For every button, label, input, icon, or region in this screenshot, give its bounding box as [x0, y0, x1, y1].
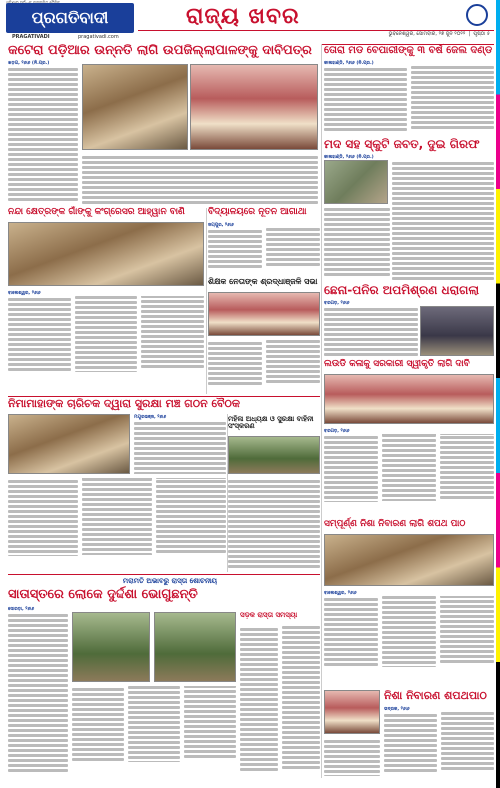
story-7-body	[324, 306, 418, 356]
print-registration-strip	[496, 0, 500, 788]
story-9-body	[324, 434, 494, 516]
story-5-dateline: ଜୟପୁର, ୨୬ା୬	[208, 223, 234, 228]
story-10-headline[interactable]: ମହିଳା ଅଧ୍ୟକ୍ଷ ଓ ସୁରକ୍ଷା ବାହିନୀ ସଂସ୍କରଣ	[228, 415, 314, 431]
story-8-headline[interactable]: ନିମାମାହାଙ୍କ ଚାରିଚକ ଦ୍ୱାରା ସୁରକ୍ଷା ମଞ୍ଚ ଗଠନ ବୈଠକ	[8, 397, 240, 410]
story-12-photo-2	[154, 612, 236, 682]
story-3-dateline: କାଳାହାଣ୍ଡି, ୨୬ା୬ (ନି.ପ୍ର.)	[324, 155, 374, 160]
column-divider	[206, 208, 207, 394]
story-13-dateline: ଭଦ୍ରକ, ୨୬ା୬	[384, 707, 410, 712]
story-4-dateline: ବାଲେଶ୍ୱର, ୨୬ା୬	[8, 291, 41, 296]
story-4-headline[interactable]: ନନ୍ଦା କ୍ଷେତ୍ରଙ୍କ ଗାଁଙ୍କୁ କଂଗ୍ରେସର ଆହ୍ୱାନ ବାଣି	[8, 207, 185, 217]
story-11-body	[324, 596, 494, 686]
logo-url[interactable]: pragativadi.com	[78, 34, 119, 40]
story-8-body-2	[8, 478, 226, 570]
story-9-headline[interactable]: ଲଉଡି କଳାକୁ ସରକାରୀ ସ୍ୱୀକୃତି ଲାଗି ଦାବି	[324, 359, 470, 369]
story-5-body	[208, 228, 320, 272]
story-7-dateline: ବରଗଡ଼, ୨୬ା୬	[324, 301, 350, 306]
story-2-headline[interactable]: ତୋରା ମଡ ବେପାରୀଙ୍କୁ ୩ ବର୍ଷ ଜେଲ ଦଣ୍ଡ	[324, 45, 493, 56]
story-8-photo	[8, 414, 130, 474]
newspaper-logo[interactable]: ପ୍ରଗତିବାଦୀ	[6, 3, 134, 33]
date-bar: ଭୁବନେଶ୍ୱର, ସୋମବାର, ୨୭ ଜୁନ ୨୦୨୨ | ପୃଷ୍ଠା ୫	[138, 30, 494, 38]
story-7-headline[interactable]: ଛେନା-ପନିର ଅପମିଶ୍ରଣ ଧରାଗଲା	[324, 283, 479, 297]
story-2-body	[324, 66, 494, 132]
story-12-body	[8, 612, 68, 776]
story-12-body-2	[72, 686, 236, 776]
story-11-dateline: ବାଲେଶ୍ୱର, ୨୬ା୬	[324, 591, 357, 596]
story-14-body	[240, 626, 320, 776]
story-3-photo	[324, 160, 388, 204]
story-1-photo-2	[190, 64, 318, 150]
story-5-headline[interactable]: ବିଦ୍ୟାଳୟରେ ନୂତନ ଆଗାଥା	[208, 207, 307, 217]
story-3-body	[392, 160, 494, 280]
emblem-icon	[466, 4, 488, 26]
column-divider	[227, 414, 228, 572]
story-4-photo	[8, 222, 204, 286]
story-12-kicker: ମରାମତି ଅଭାବରୁ ରାସ୍ତା ଶୋଚନୀୟ	[122, 577, 218, 585]
story-4-body	[8, 296, 204, 392]
story-6-body	[208, 340, 320, 392]
page-number: ପୃଷ୍ଠା ୫	[473, 31, 490, 37]
story-13-headline[interactable]: ନିଶା ନିବାରଣ ଶପଥପାଠ	[384, 689, 487, 702]
story-10-photo	[228, 436, 320, 474]
story-1-dateline: ଖଡ଼ଗ, ୨୬ା୬ (ନି.ପ୍ର.)	[8, 61, 50, 66]
story-1-body	[8, 66, 78, 204]
story-1-headline[interactable]: କଟେରା ପଡ଼ିଆର ଉନ୍ନତି ଲାଗି ଉପଜିଲ୍ଲାପାଳଙ୍କୁ ଦାବିପତ୍ର	[8, 43, 312, 58]
story-8-body	[134, 420, 226, 474]
story-9-photo	[324, 374, 494, 424]
story-12-dateline: ସୋରଡ଼ା, ୨୬ା୬	[8, 607, 35, 612]
story-10-body	[228, 478, 320, 570]
story-14-headline[interactable]: ସଡ଼କ ରାସ୍ତା ସମସ୍ୟା	[240, 611, 298, 619]
story-2-dateline: କାଳାହାଣ୍ଡି, ୨୬ା୬ (ନି.ପ୍ର.)	[324, 61, 374, 66]
story-8-dateline: ମୟୂରଭଞ୍ଜ, ୨୬ା୬	[134, 415, 167, 420]
story-11-photo	[324, 534, 494, 586]
story-3-body-2	[324, 206, 390, 280]
story-13-body	[384, 712, 494, 776]
story-13-body-2	[324, 738, 380, 776]
story-6-photo	[208, 292, 320, 336]
story-3-headline[interactable]: ମଦ ସହ ସ୍କୁଟି ଜବତ, ଦୁଇ ଗିରଫ	[324, 137, 480, 151]
date-text: ଭୁବନେଶ୍ୱର, ସୋମବାର, ୨୭ ଜୁନ ୨୦୨୨	[388, 31, 466, 37]
divider	[8, 574, 320, 575]
story-12-headline[interactable]: ସାତାସ୍ତରେ ଲୋକେ ଦୁର୍ଦ୍ଦଶା ଭୋଗୁଛନ୍ତି	[8, 587, 198, 602]
story-1-photo	[82, 64, 188, 150]
story-9-dateline: ବରଗଡ଼, ୨୬ା୬	[324, 429, 350, 434]
story-7-photo	[420, 306, 494, 356]
story-6-headline[interactable]: ଶିକ୍ଷକ ନେତାଙ୍କ ଶ୍ରଦ୍ଧାଞ୍ଜଳି ସଭା	[208, 277, 318, 286]
section-title: ରାଜ୍ୟ ଖବର	[186, 4, 300, 29]
story-13-photo	[324, 690, 380, 734]
story-11-headline[interactable]: ସମ୍ପୂର୍ଣ୍ଣ ନିଶା ନିବାରଣ ଲାଗି ଶପଥ ପାଠ	[324, 519, 466, 529]
story-12-photo	[72, 612, 150, 682]
column-divider	[321, 44, 322, 778]
logo-english: PRAGATIVADI	[12, 34, 50, 40]
story-1-body-2	[82, 154, 318, 204]
